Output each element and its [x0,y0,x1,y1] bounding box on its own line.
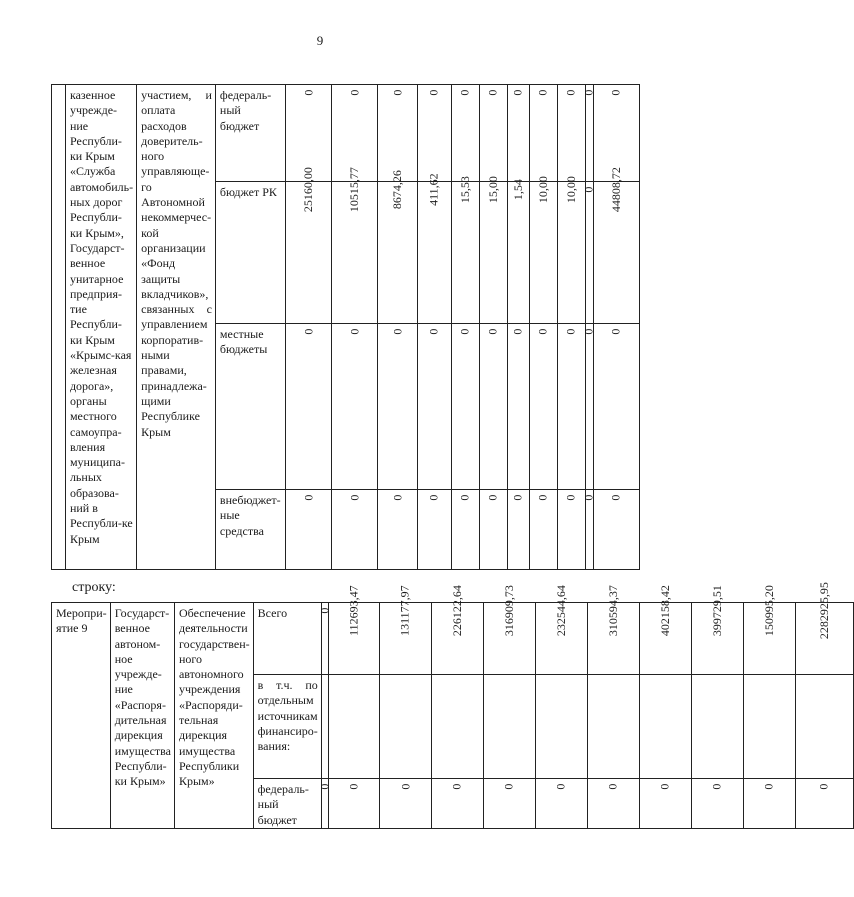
value-cell [529,176,557,324]
value-text: 0 [501,783,516,790]
value-text: 0 [426,89,441,96]
value-text: 15,53 [457,176,472,204]
source-cell-text: федераль-ный бюджет [257,782,309,827]
value-cell [587,675,639,779]
value-text: 0 [563,494,578,501]
value-cell [535,585,587,675]
value-text: 411,62 [426,173,441,206]
value-cell [431,779,483,829]
value-text: 0 [581,494,596,501]
value-cell [557,490,585,570]
value-cell [328,779,380,829]
value-text: 0 [709,783,724,790]
value-cell [380,675,432,779]
stroku-label: строку: [72,580,116,595]
value-cell [557,85,585,182]
value-cell [639,779,691,829]
value-cell [418,324,452,490]
value-cell [593,167,639,324]
value-cell [795,675,853,779]
funding-table-continued [51,84,640,570]
value-text: 2282925,95 [816,582,831,640]
value-cell [332,490,378,570]
value-cell [581,85,596,182]
value-cell [691,585,743,675]
event-cell-text: Меропри-ятие 9 [56,606,107,636]
value-cell [639,585,691,675]
value-cell [743,675,795,779]
value-cell [507,179,529,324]
description-cell-text: участием, и оплата расходов доверитель-ного управляюще-го Автономной некоммерчес-кой организации «Фонд защиты вкладчиков», связанных с управлением корпоратив-ными правами, принадлежа-щими Республике Крым [141,88,212,439]
value-text: 0 [426,494,441,501]
executor-cell-text: Государст-венное автоном-ное учрежде-ние «Распоря-дительная дирекция имущества Республи-ки Крым» [114,606,171,789]
value-cell [691,675,743,779]
value-cell [317,603,332,675]
value-cell [328,675,380,779]
value-text: 0 [581,186,596,193]
value-text: 0 [300,89,315,96]
value-cell [378,490,418,570]
value-text: 8674,26 [389,170,404,210]
value-cell [479,490,507,570]
value-cell [451,324,479,490]
executor-cell [65,85,136,570]
event-cell [52,85,66,570]
value-cell [529,324,557,490]
executor-cell-text: казенное учрежде-ние Республи-ки Крым «Служба автомобиль-ных дорог Республи-ки Крым», Государст-венное унитарное предприя-тие Республи-ки Крым «Крымс-кая железная дорога», органы местного самоупра-вления муниципа-льных образова-ний в Республи-ке Крым [69,88,134,546]
value-text: 0 [581,328,596,335]
value-text: 399729,51 [709,585,724,637]
value-text: 15,00 [485,176,500,204]
value-text: 232544,64 [553,585,568,637]
value-text: 112693,47 [346,585,361,636]
value-cell [332,167,378,324]
value-cell [317,779,332,829]
source-cell-text: федераль-ный бюджет [219,88,272,133]
value-text: 10,00 [563,176,578,204]
value-cell [451,490,479,570]
value-cell [581,324,596,490]
value-text: 0 [389,494,404,501]
value-cell [451,85,479,182]
value-text: 0 [389,328,404,335]
source-cell-text: Всего [257,606,288,620]
source-cell [253,675,321,779]
value-text: 0 [553,783,568,790]
value-cell [380,585,432,675]
table-row [52,85,640,182]
value-cell [587,585,639,675]
value-text: 0 [535,494,550,501]
source-cell-text: бюджет РК [219,185,277,199]
value-text: 0 [346,89,361,96]
value-text: 0 [346,328,361,335]
source-cell-text: внебюджет-ные средства [219,493,281,538]
value-cell [529,85,557,182]
value-text: 25160,00 [300,167,315,213]
value-text: 0 [608,494,623,501]
value-text: 0 [485,328,500,335]
value-cell [418,490,452,570]
value-cell [451,176,479,324]
value-text: 10515,77 [346,167,361,213]
value-cell [431,585,483,675]
source-cell [215,85,285,182]
source-cell-text: местные бюджеты [219,327,268,357]
value-text: 0 [457,494,472,501]
value-cell [535,779,587,829]
value-text: 0 [457,328,472,335]
value-text: 0 [608,89,623,96]
source-cell [215,490,285,570]
value-cell [507,324,529,490]
description-cell-text: Обеспечение деятельности государствен-ного автономного учреждения «Распоряди-тельная дирекция имущества Республики Крым» [178,606,250,789]
value-text: 0 [426,328,441,335]
source-cell [215,182,285,324]
value-text: 316909,73 [501,585,516,637]
value-cell [507,85,529,182]
value-cell [378,324,418,490]
value-cell [378,85,418,182]
value-cell [418,85,452,182]
value-text: 402158,42 [657,585,672,637]
page-number: 9 [316,33,324,48]
event-cell-text [52,85,65,88]
value-cell [431,675,483,779]
value-text: 0 [346,494,361,501]
source-cell [253,779,321,829]
description-cell [137,85,216,570]
description-cell [174,603,253,829]
value-cell [593,490,639,570]
value-cell [328,585,380,675]
value-text: 0 [657,783,672,790]
value-cell [483,779,535,829]
value-text: 0 [761,783,776,790]
value-cell [418,173,452,324]
value-cell [639,675,691,779]
value-cell [479,85,507,182]
value-cell [507,490,529,570]
value-text: 0 [510,328,525,335]
value-text: 0 [317,607,332,614]
value-cell [483,585,535,675]
value-cell [479,176,507,324]
value-cell [587,779,639,829]
value-text: 0 [485,89,500,96]
source-cell [253,603,321,675]
value-cell [795,779,853,829]
value-cell [483,675,535,779]
value-cell [795,582,853,675]
value-cell [529,490,557,570]
value-cell [479,324,507,490]
value-cell [535,675,587,779]
value-cell [286,490,332,570]
value-cell [743,779,795,829]
value-text: 0 [816,783,831,790]
value-cell [593,324,639,490]
value-text: 226122,64 [449,585,464,637]
event-cell [52,603,111,829]
value-cell [380,779,432,829]
value-text: 0 [457,89,472,96]
value-cell [557,176,585,324]
value-text: 1,54 [510,179,525,201]
value-cell [286,167,332,324]
value-text: 150995,20 [761,585,776,637]
value-cell [581,182,596,324]
value-text: 44808,72 [608,167,623,213]
value-text: 0 [605,783,620,790]
value-cell [286,324,332,490]
value-text: 0 [485,494,500,501]
value-text: 0 [317,783,332,790]
value-cell [581,490,596,570]
value-cell [332,324,378,490]
value-text: 0 [535,89,550,96]
value-text: 0 [510,494,525,501]
value-text: 0 [563,89,578,96]
value-text: 0 [608,328,623,335]
value-text: 0 [535,328,550,335]
value-cell [378,170,418,324]
source-cell [215,324,285,490]
table-row [52,603,854,675]
value-text: 0 [346,783,361,790]
value-cell [743,585,795,675]
executor-cell [110,603,174,829]
value-text: 0 [449,783,464,790]
value-text: 0 [397,783,412,790]
value-text: 0 [510,89,525,96]
value-text: 0 [300,494,315,501]
value-text: 131177,97 [397,585,412,636]
value-text: 0 [389,89,404,96]
source-cell-text: в т.ч. по отдельным источникам финансиро-вания: [257,678,318,754]
value-cell [557,324,585,490]
value-text: 0 [300,328,315,335]
value-text: 310594,37 [605,585,620,637]
value-cell [321,675,328,779]
value-text: 0 [563,328,578,335]
value-cell [691,779,743,829]
value-text: 10,00 [535,176,550,204]
value-text: 0 [581,89,596,96]
